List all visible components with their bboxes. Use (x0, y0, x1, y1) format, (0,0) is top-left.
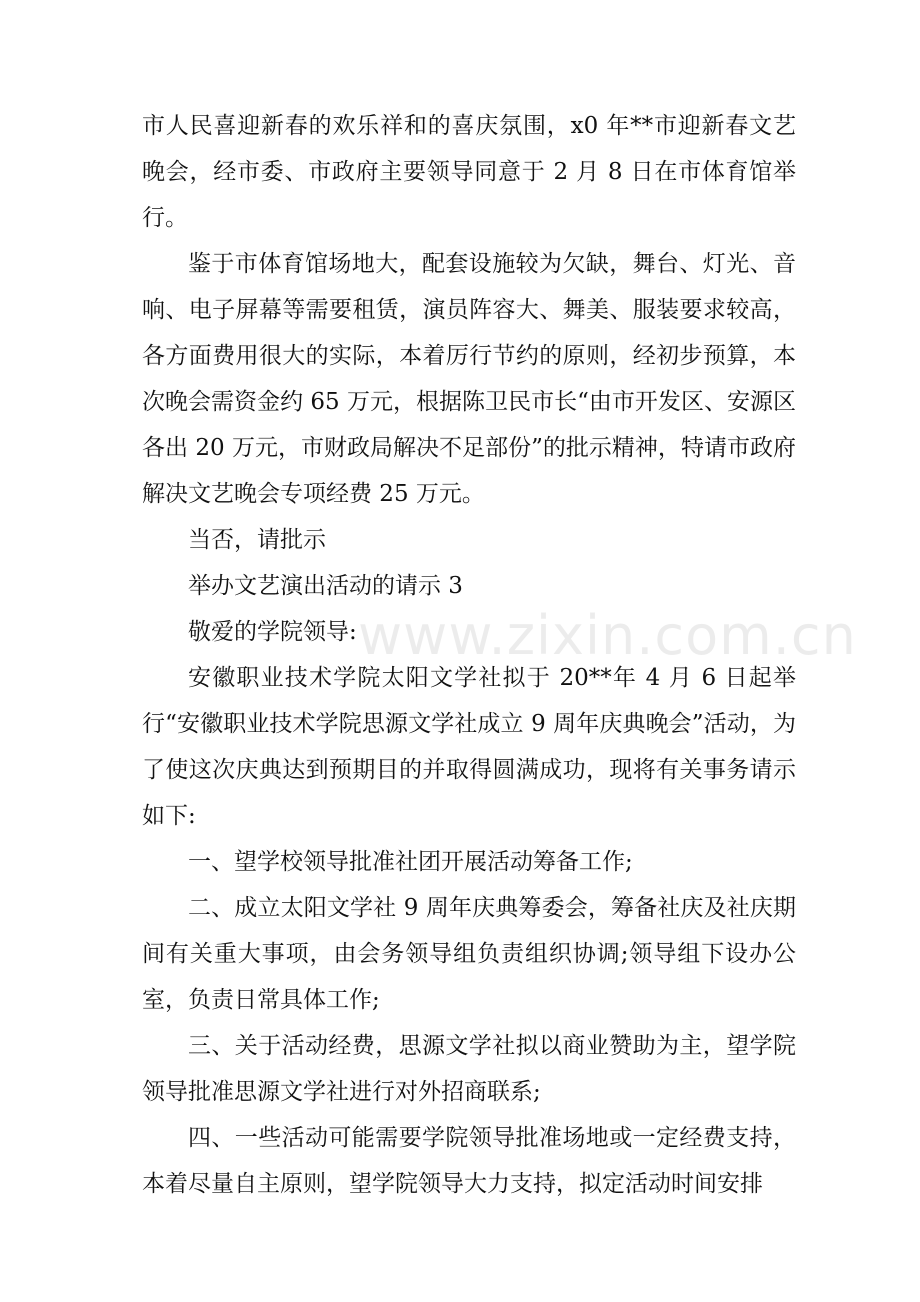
list-item-1: 一、望学校领导批准社团开展活动筹备工作; (188, 849, 633, 875)
watermark: www.zixin.com.cn (358, 604, 857, 667)
paragraph-2: 鉴于市体育馆场地大，配套设施较为欠缺，舞台、灯光、音响、电子屏幕等需要租赁，演员阵容大、舞美、服装要求较高，各方面费用很大的实际，本着厉行节约的原则，经初步预算，本次晚会需资金约 65 万元，根据陈卫民市长“由市开发区、安源区各出 20 万元，市财政局解决不足部份”的批示精神，特请市政府解决文艺晚会专项经费 25 万元。 (142, 251, 796, 507)
paragraph-1: 市人民喜迎新春的欢乐祥和的喜庆氛围，x0 年**市迎新春文艺晚会，经市委、市政府主要领导同意于 2 月 8 日在市体育馆举行。 (142, 113, 796, 231)
list-item-4: 四、一些活动可能需要学院领导批准场地或一定经费支持，本着尽量自主原则，望学院领导大力支持，拟定活动时间安排 (142, 1125, 796, 1197)
salutation: 敬爱的学院领导: (188, 619, 357, 645)
section-heading: 举办文艺演出活动的请示 3 (188, 573, 463, 599)
list-item-2: 二、成立太阳文学社 9 周年庆典筹委会，筹备社庆及社庆期间有关重大事项，由会务领导组负责组织协调;领导组下设办公室，负责日常具体工作; (142, 895, 796, 1013)
list-item-3: 三、关于活动经费，思源文学社拟以商业赞助为主，望学院领导批准思源文学社进行对外招商联系; (142, 1033, 796, 1105)
paragraph-6: 安徽职业技术学院太阳文学社拟于 20**年 4 月 6 日起举行“安徽职业技术学院思源文学社成立 9 周年庆典晚会”活动，为了使这次庆典达到预期目的并取得圆满成功，现将有关事务请示如下: (142, 665, 796, 829)
paragraph-3: 当否，请批示 (188, 527, 326, 553)
